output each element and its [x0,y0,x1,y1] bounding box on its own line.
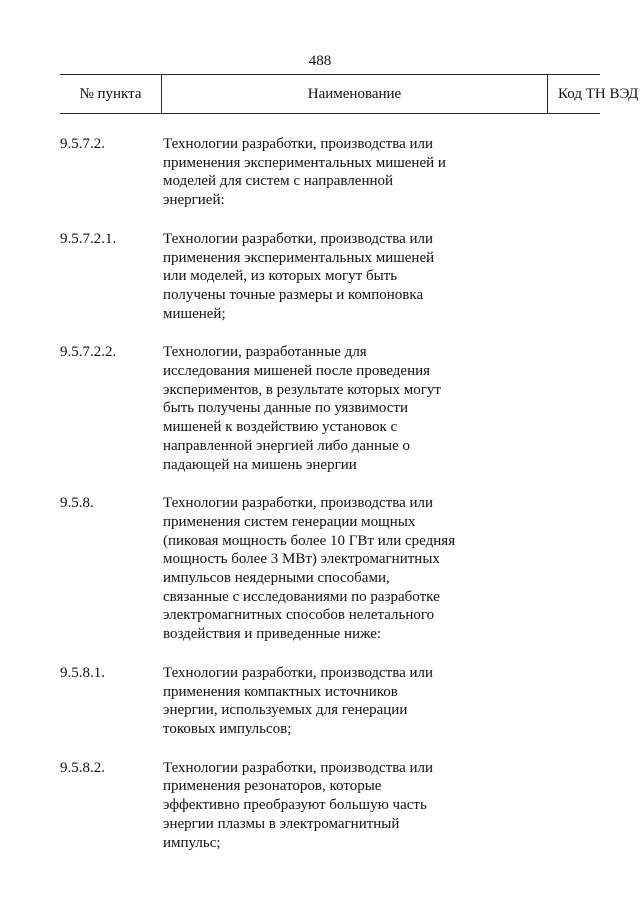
header-item-number: № пункта [60,75,162,113]
entry-number: 9.5.8.2. [60,759,105,776]
entry-number: 9.5.7.2.2. [60,344,117,361]
entry [60,664,600,739]
entry-text: Технологии, разработанные для исследования мишеней после проведения экспериментов, в результате которых могут быть получены данные по уязвимости мишеней к воздействию установок с направленной энергией либо данные о падающей на мишень энергии [163,344,441,473]
entry-number: 9.5.8. [60,495,94,512]
entry [60,759,600,853]
header-tnved-code: Код ТН ВЭД [558,86,639,102]
entry-text: Технологии разработки, производства или применения экспериментальных мишеней и моделей для систем с направленной энергией: [163,136,446,209]
entry-text: Технологии разработки, производства или применения резонаторов, которые эффективно преобразуют большую часть энергии плазмы в электромагнитный импульс; [163,759,434,851]
entry [60,343,600,474]
entries-list [60,135,600,872]
table-header [60,74,639,114]
entry-text: Технологии разработки, производства или применения компактных источников энергии, используемых для генерации токовых импульсов; [163,664,434,737]
header-name: Наименование [162,75,548,113]
entry [60,135,600,210]
entry-number: 9.5.7.2.1. [60,230,117,247]
entry-text: Технологии разработки, производства или применения экспериментальных мишеней или моделей, из которых могут быть получены точные размеры и компоновка мишеней; [163,230,435,322]
entry-number: 9.5.7.2. [60,136,105,152]
entry [60,494,600,644]
page-number: 488 [308,53,332,69]
entry [60,230,600,324]
entry-text: Технологии разработки, производства или применения систем генерации мощных (пиковая мощность более 10 ГВт или средняя мощность более 3 МВт) электромагнитных импульсов неядерными способами, связанные с исследованиями по разработке электромагнитных способов нелетального воздействия и приведенные ниже: [163,495,456,643]
entry-number: 9.5.8.1. [60,664,105,681]
